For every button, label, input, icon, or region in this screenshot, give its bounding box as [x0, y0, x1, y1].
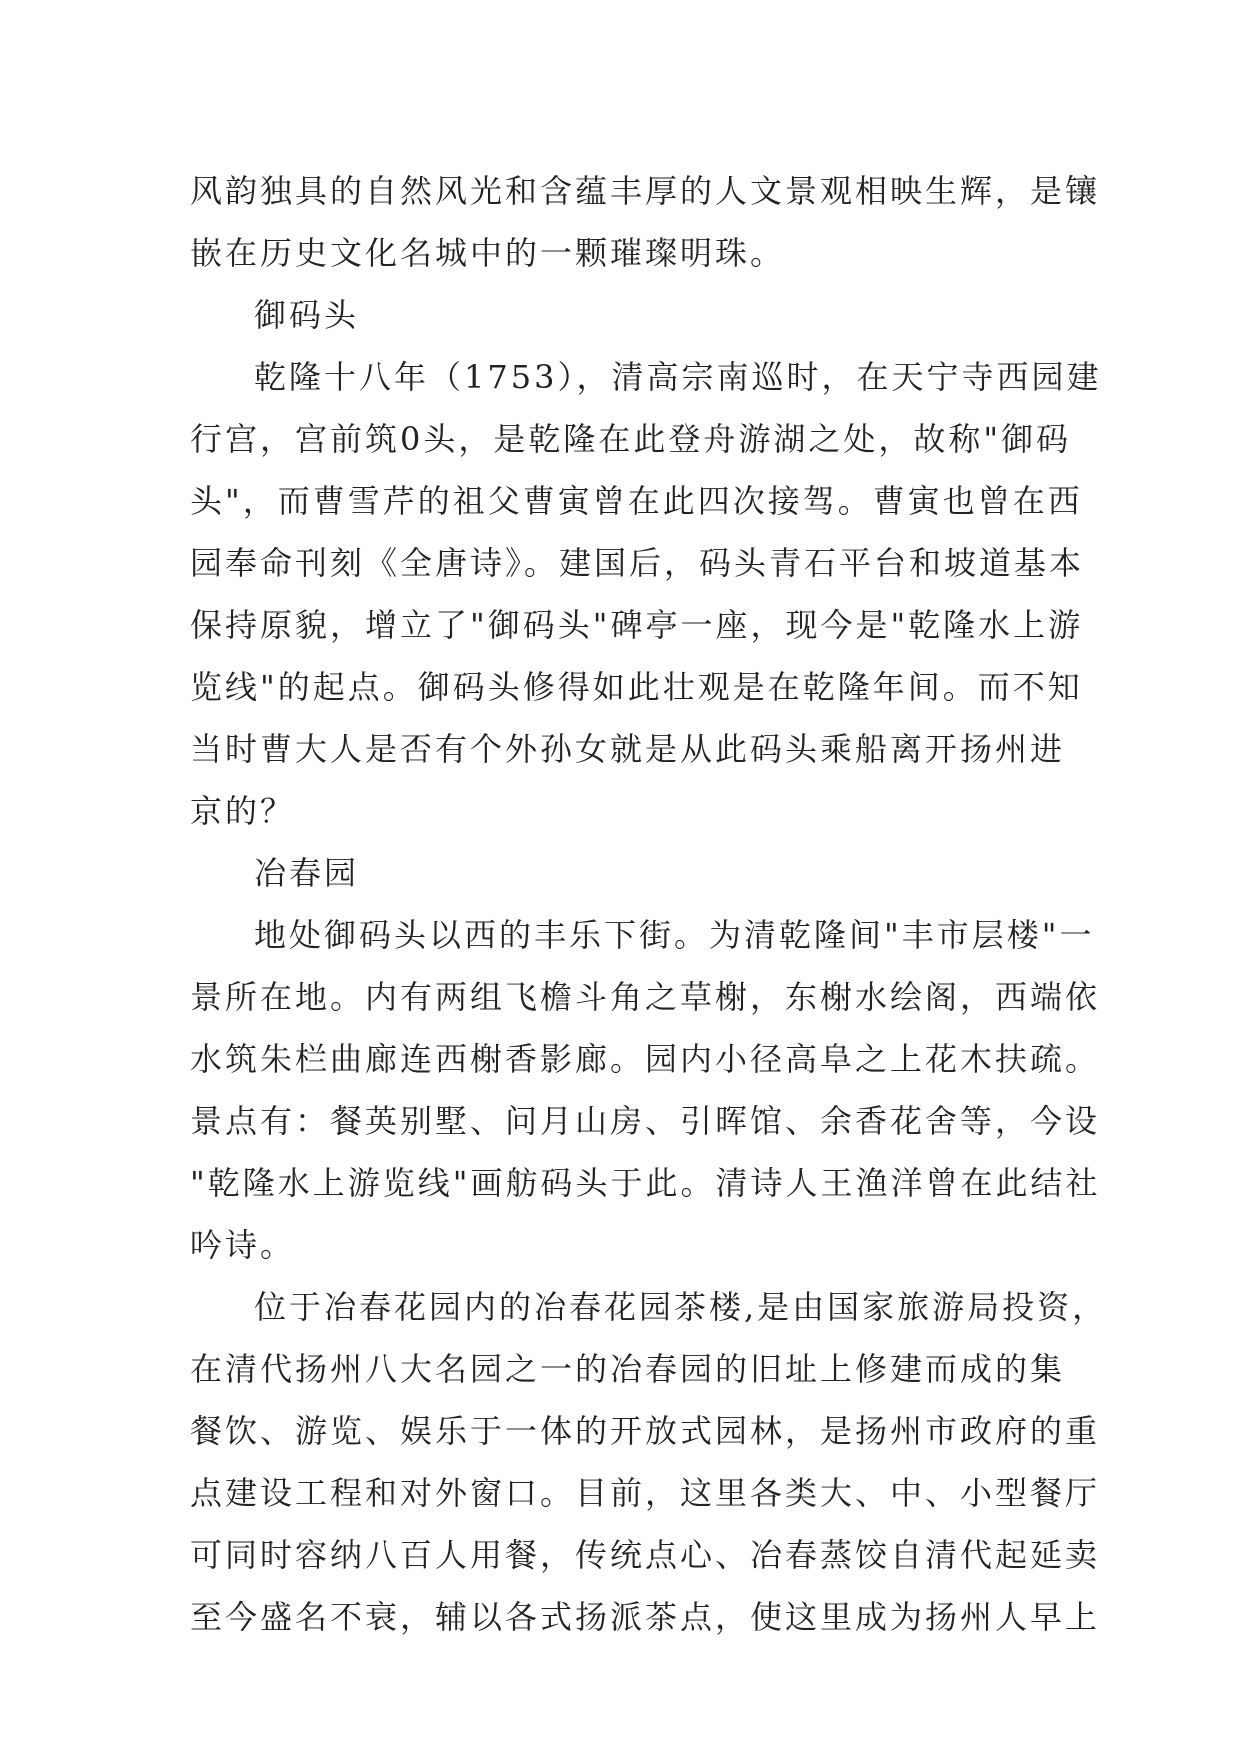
paragraph — [190, 346, 1102, 842]
text-line: 点建设工程和对外窗口。目前，这里各类大、中、小型餐厅 — [190, 1474, 1101, 1512]
text-line: 园奉命刊刻《全唐诗》。建国后，码头青石平台和坡道基本 — [190, 544, 1085, 582]
text-line: "乾隆水上游览线"画舫码头于此。清诗人王渔洋曾在此结社 — [190, 1164, 1101, 1202]
text-line: 地处御码头以西的丰乐下街。为清乾隆间"丰市层楼"一 — [254, 916, 1095, 954]
text-line: 水筑朱栏曲廊连西榭香影廊。园内小径高阜之上花木扶疏。 — [190, 1040, 1101, 1078]
document-body — [190, 160, 1108, 1648]
heading-line: 冶春园 — [254, 854, 360, 892]
text-line: 览线"的起点。御码头修得如此壮观是在乾隆年间。而不知 — [190, 668, 1083, 706]
text-line: 至今盛名不衰，辅以各式扬派茶点，使这里成为扬州人早上 — [190, 1598, 1101, 1636]
section-heading — [190, 842, 1070, 904]
text-line: 景所在地。内有两组飞檐斗角之草榭，东榭水绘阁，西端依 — [190, 978, 1101, 1016]
text-line: 在清代扬州八大名园之一的冶春园的旧址上修建而成的集 — [190, 1350, 1066, 1388]
heading-line: 御码头 — [254, 296, 360, 334]
text-line: 保持原貌，增立了"御码头"碑亭一座，现今是"乾隆水上游 — [190, 606, 1084, 644]
text-line: 风韵独具的自然风光和含蕴丰厚的人文景观相映生辉，是镶 — [190, 172, 1101, 210]
section-heading — [190, 284, 1070, 346]
text-line: 乾隆十八年（1753），清高宗南巡时，在天宁寺西园建 — [254, 358, 1102, 396]
text-line: 吟诗。 — [190, 1226, 296, 1264]
text-line: 行宫，宫前筑0头，是乾隆在此登舟游湖之处，故称"御码 — [190, 420, 1072, 458]
text-line: 京的？ — [190, 792, 296, 830]
text-line: 餐饮、游览、娱乐于一体的开放式园林，是扬州市政府的重 — [190, 1412, 1101, 1450]
text-line: 景点有：餐英别墅、问月山房、引晖馆、余香花舍等，今设 — [190, 1102, 1101, 1140]
text-line: 头"，而曹雪芹的祖父曹寅曾在此四次接驾。曹寅也曾在西 — [190, 482, 1083, 520]
text-line: 位于冶春花园内的冶春花园茶楼,是由国家旅游局投资， — [254, 1288, 1108, 1326]
text-line: 可同时容纳八百人用餐，传统点心、冶春蒸饺自清代起延卖 — [190, 1536, 1101, 1574]
paragraph — [190, 160, 1101, 284]
paragraph — [190, 904, 1101, 1276]
paragraph — [190, 1276, 1108, 1648]
text-line: 嵌在历史文化名城中的一颗璀璨明珠。 — [190, 234, 786, 272]
text-line: 当时曹大人是否有个外孙女就是从此码头乘船离开扬州进 — [190, 730, 1066, 768]
